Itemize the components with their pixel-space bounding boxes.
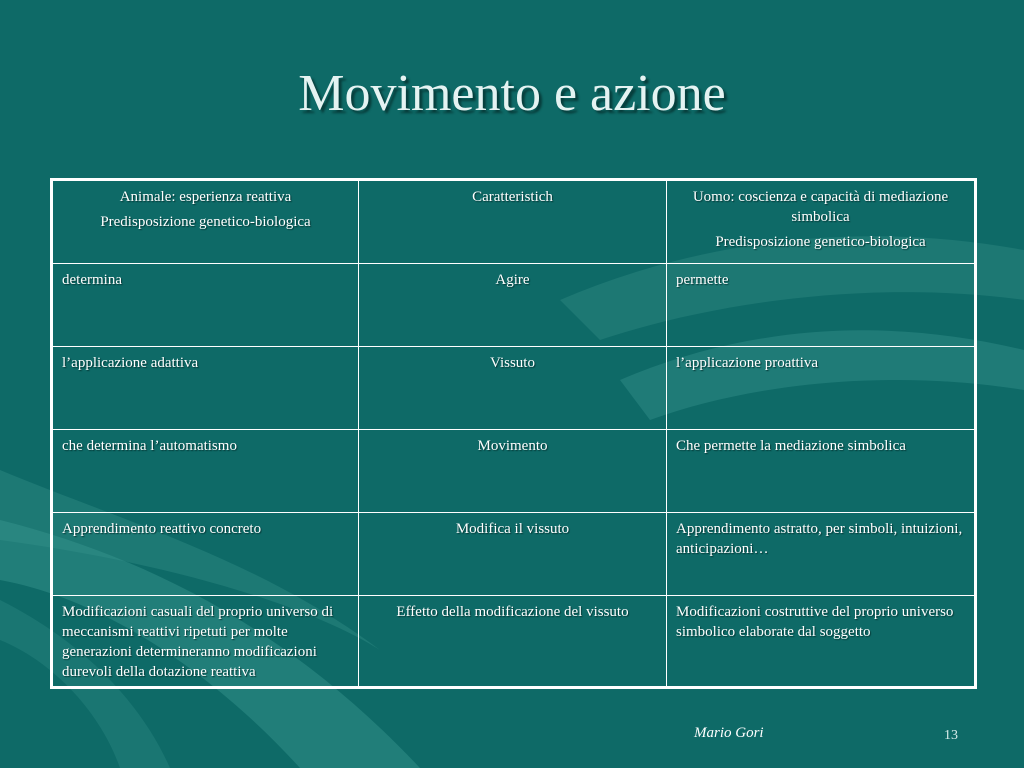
table-cell-human: Che permette la mediazione simbolica <box>667 430 976 513</box>
slide-title: Movimento e azione <box>298 65 726 122</box>
table-cell-characteristic: Modifica il vissuto <box>359 513 667 596</box>
header-animal-line-2: Predisposizione genetico-biologica <box>100 214 311 230</box>
table-cell-animal: Modificazioni casuali del proprio universo di meccanismi reattivi ripetuti per molte generazioni determineranno modificazioni durevoli della dotazione reattiva <box>52 596 359 688</box>
table-row <box>52 347 976 430</box>
header-human-line-2: Predisposizione genetico-biologica <box>715 234 926 250</box>
table-header-row <box>52 180 976 264</box>
table-cell-characteristic: Movimento <box>359 430 667 513</box>
header-characteristics-line-1: Caratteristich <box>472 189 553 205</box>
table-row <box>52 264 976 347</box>
table-row <box>52 596 976 688</box>
table-cell-human: permette <box>667 264 976 347</box>
table-cell-animal: che determina l’automatismo <box>52 430 359 513</box>
table-cell-animal: Apprendimento reattivo concreto <box>52 513 359 596</box>
header-animal-line-1: Animale: esperienza reattiva <box>119 189 292 205</box>
table-cell-human: l’applicazione proattiva <box>667 347 976 430</box>
page-number: 13 <box>944 728 958 743</box>
table-cell-characteristic: Vissuto <box>359 347 667 430</box>
table-cell-characteristic: Effetto della modificazione del vissuto <box>359 596 667 688</box>
table-row <box>52 430 976 513</box>
table-cell-human: Apprendimento astratto, per simboli, intuizioni, anticipazioni… <box>667 513 976 596</box>
table-cell-human: Modificazioni costruttive del proprio universo simbolico elaborate dal soggetto <box>667 596 976 688</box>
table-cell-animal: determina <box>52 264 359 347</box>
header-cell-human <box>667 180 976 264</box>
table-row <box>52 513 976 596</box>
table-cell-characteristic: Agire <box>359 264 667 347</box>
comparison-table <box>50 178 977 689</box>
header-human-line-1: Uomo: coscienza e capacità di mediazione simbolica <box>692 189 949 225</box>
header-cell-animal <box>52 180 359 264</box>
table-cell-animal: l’applicazione adattiva <box>52 347 359 430</box>
author-footer: Mario Gori <box>694 725 764 741</box>
header-cell-characteristics <box>359 180 667 264</box>
